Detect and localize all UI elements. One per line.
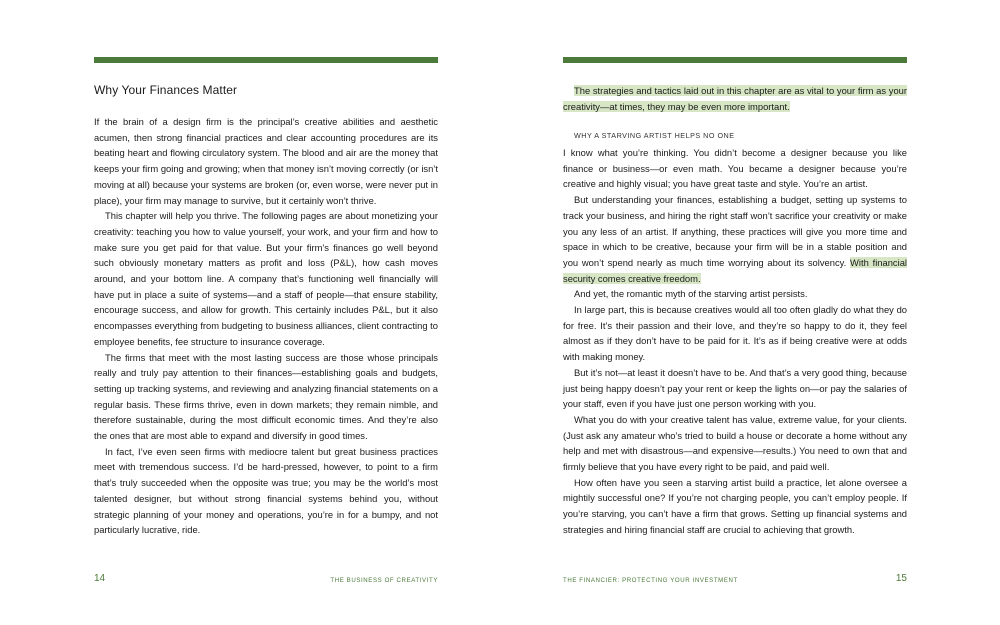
right-paragraph-3: And yet, the romantic myth of the starving artist persists. xyxy=(574,288,808,300)
right-page xyxy=(563,0,907,625)
left-paragraph-4: In fact, I’ve even seen firms with mediocre talent but great business practices meet with tremendous success. I’d be hard-pressed, however, to point to a firm that’s truly succeeded when the opposite was true; you may be the world’s most talented designer, but without strong financial systems behind you, without strategic planning of your money and operations, you’re in for a bumpy, and not particularly lucrative, ride. xyxy=(94,445,438,536)
page-number-left: 14 xyxy=(94,573,106,584)
right-paragraph-2-text: But understanding your finances, establishing a budget, setting up systems to track your business, and hiring the right staff won’t sacrifice your creativity or make you any less of an artist. If anything, these practices will give you more time and space in which to be creative, because your firm will be in a stable position and you won’t spend nearly as much time worrying about its solvency. xyxy=(563,194,907,268)
left-paragraph-2: This chapter will help you thrive. The following pages are about monetizing your creativity: teaching you how to value yourself, your work, and your firm and how to make sure you get paid for that value. But your firm’s finances go well beyond such obviously monetary matters as profit and loss (P&L), how cash moves around, and your bottom line. A company that’s functioning well financially will have put in place a suite of systems—and a staff of people—that ensure stability, encourage success, and allow for growth. This certainly includes P&L, but it also encompasses everything from budgeting to business alliances, client contracting to employee benefits, fee structure to insurance coverage. xyxy=(94,210,438,347)
top-rule-left xyxy=(94,57,438,63)
left-paragraph-1: If the brain of a design firm is the principal’s creative abilities and aesthetic acumen, then strong financial practices and clear accounting procedures are its beating heart and flowing circulatory system. The blood and air are the money that keeps your firm going and growing; when that money isn’t moving correctly (or isn’t moving at all) because your systems are broken (or, even worse, were never put in place), your firm may manage to survive, but it certainly won’t thrive. xyxy=(94,116,438,206)
left-paragraph-3: The firms that meet with the most lasting success are those whose principals really and truly pay attention to their finances—establishing goals and budgets, setting up tracking systems, and reviewing and analyzing financial statements on a regular basis. These firms thrive, even in down markets; they remain nimble, and therefore sustainable, during the most difficult economic times. And they’re also the ones that are most able to expand and diversify in good times. xyxy=(94,351,438,442)
right-paragraph-1: I know what you’re thinking. You didn’t become a designer because you like finance or business—or even math. You became a designer because you’re creative and highly visual; you have great taste and style. You’re an artist. xyxy=(563,147,907,190)
section-title: Why Your Finances Matter xyxy=(94,83,238,97)
top-rule-right xyxy=(563,57,907,63)
right-paragraph-4: In large part, this is because creatives would all too often gladly do what they do for free. It’s their passion and their love, and they’re so happy to do it, they feel almost as if they don’t have to be paid for it. It’s as if being creative were at odds with making money. xyxy=(563,304,907,363)
left-body-text xyxy=(94,114,438,538)
right-paragraph-2 xyxy=(563,192,907,286)
right-paragraph-7: How often have you seen a starving artist build a practice, let alone oversee a mightily successful one? If you’re not charging people, you can’t employ people. If you’re starving, you can’t have a firm that grows. Setting up financial systems and strategies and hiring financial staff are crucial to achieving that growth. xyxy=(563,476,907,535)
right-paragraph-6: What you do with your creative talent has value, extreme value, for your clients. (Just ask any amateur who’s tried to build a house or decorate a home without any help and met with disastrous—and expensive—results.) You need to own that and firmly believe that you have every right to be paid, and paid well. xyxy=(563,413,907,473)
subheading: WHY A STARVING ARTIST HELPS NO ONE xyxy=(574,131,735,140)
highlight-intro-block xyxy=(563,83,907,114)
right-paragraph-5: But it’s not—at least it doesn’t have to be. And that’s a very good thing, because just being happy doesn’t pay your rent or keep the lights on—or pay the salaries of your staff, even if you have just one person working with you. xyxy=(563,366,907,410)
right-body-text xyxy=(563,130,907,538)
running-head-left: THE BUSINESS OF CREATIVITY xyxy=(330,577,438,584)
running-head-right: THE FINANCIER: PROTECTING YOUR INVESTMENT xyxy=(563,577,738,584)
page-number-right: 15 xyxy=(895,573,907,584)
highlight-intro: The strategies and tactics laid out in this chapter are as vital to your firm as your creativity—at times, they may be even more important. xyxy=(563,85,907,112)
highlight-freedom: With financial security comes creative freedom. xyxy=(563,256,907,284)
left-page xyxy=(94,0,438,625)
